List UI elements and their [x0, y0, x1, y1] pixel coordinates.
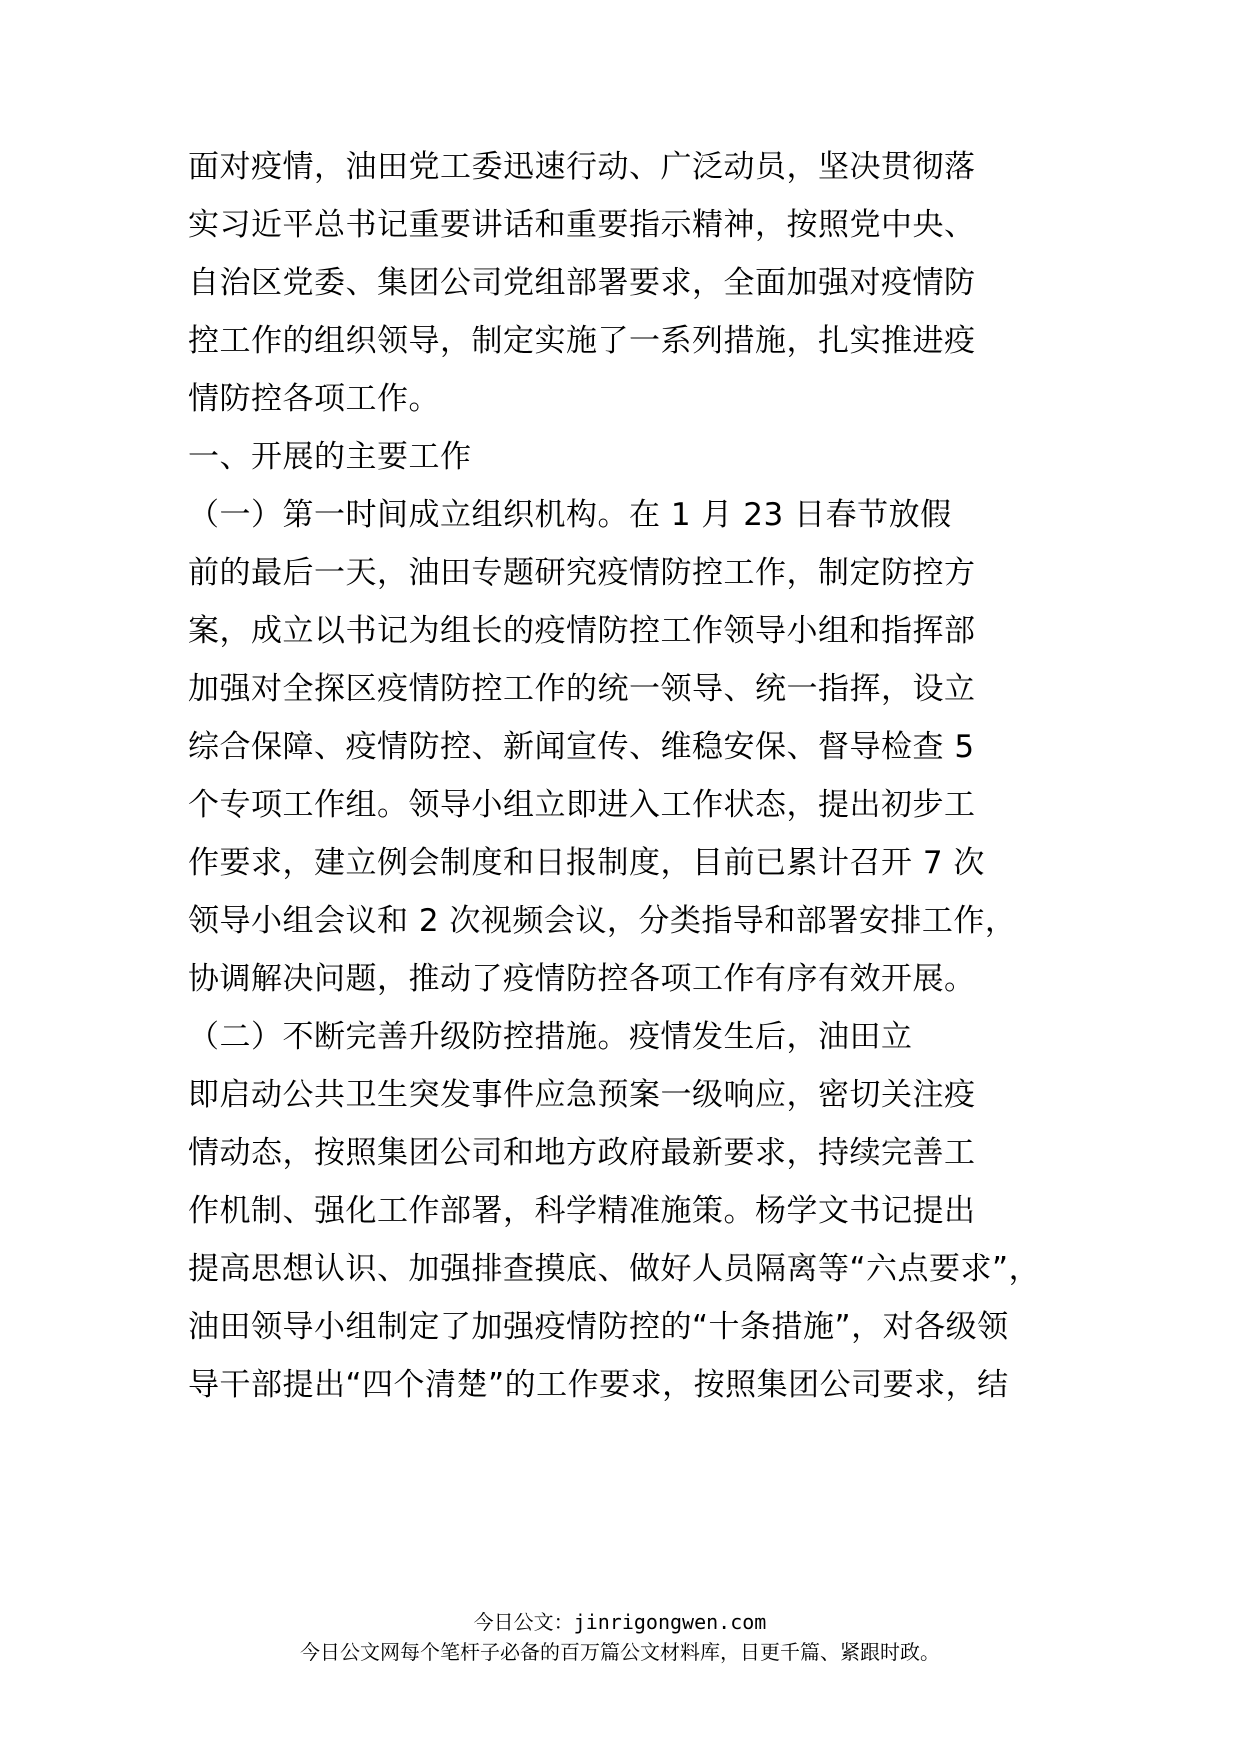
body-line: 自治区党委、集团公司党组部署要求，全面加强对疫情防 [188, 265, 976, 301]
body-line: 作机制、强化工作部署，科学精准施策。杨学文书记提出 [188, 1193, 976, 1229]
body-line: 提高思想认识、加强排查摸底、做好人员隔离等“六点要求”， [188, 1251, 1041, 1287]
body-line: 前的最后一天，油田专题研究疫情防控工作，制定防控方 [188, 555, 976, 591]
body-line: （一）第一时间成立组织机构。在 1 月 23 日春节放假 [188, 497, 952, 533]
body-line: 综合保障、疫情防控、新闻宣传、维稳安保、督导检查 5 [188, 729, 975, 765]
body-line: 情防控各项工作。 [188, 381, 440, 417]
body-line: 领导小组会议和 2 次视频会议，分类指导和部署安排工作， [188, 903, 1017, 939]
body-line: 协调解决问题，推动了疫情防控各项工作有序有效开展。 [188, 961, 976, 997]
section-heading: 一、开展的主要工作 [188, 439, 472, 475]
body-line: 个专项工作组。领导小组立即进入工作状态，提出初步工 [188, 787, 976, 823]
body-line: （二）不断完善升级防控措施。疫情发生后，油田立 [188, 1019, 913, 1055]
body-line: 导干部提出“四个清楚”的工作要求，按照集团公司要求，结 [188, 1367, 1009, 1403]
footer-slogan: 今日公文网每个笔杆子必备的百万篇公文材料库，日更千篇、紧跟时政。 [300, 1640, 940, 1664]
footer-label: 今日公文： [473, 1610, 574, 1634]
body-line: 加强对全探区疫情防控工作的统一领导、统一指挥，设立 [188, 671, 976, 707]
body-line: 油田领导小组制定了加强疫情防控的“十条措施”，对各级领 [188, 1309, 1009, 1345]
body-line: 面对疫情，油田党工委迅速行动、广泛动员，坚决贯彻落 [188, 149, 976, 185]
body-line: 情动态，按照集团公司和地方政府最新要求，持续完善工 [188, 1135, 976, 1171]
body-line: 作要求，建立例会制度和日报制度，目前已累计召开 7 次 [188, 845, 985, 881]
body-line: 实习近平总书记重要讲话和重要指示精神，按照党中央、 [188, 207, 976, 243]
footer-source [0, 1609, 1240, 1635]
body-line: 即启动公共卫生突发事件应急预案一级响应，密切关注疫 [188, 1077, 976, 1113]
footer-site-link[interactable]: jinrigongwen.com [573, 1610, 767, 1634]
body-line: 案，成立以书记为组长的疫情防控工作领导小组和指挥部 [188, 613, 976, 649]
body-line: 控工作的组织领导，制定实施了一系列措施，扎实推进疫 [188, 323, 976, 359]
